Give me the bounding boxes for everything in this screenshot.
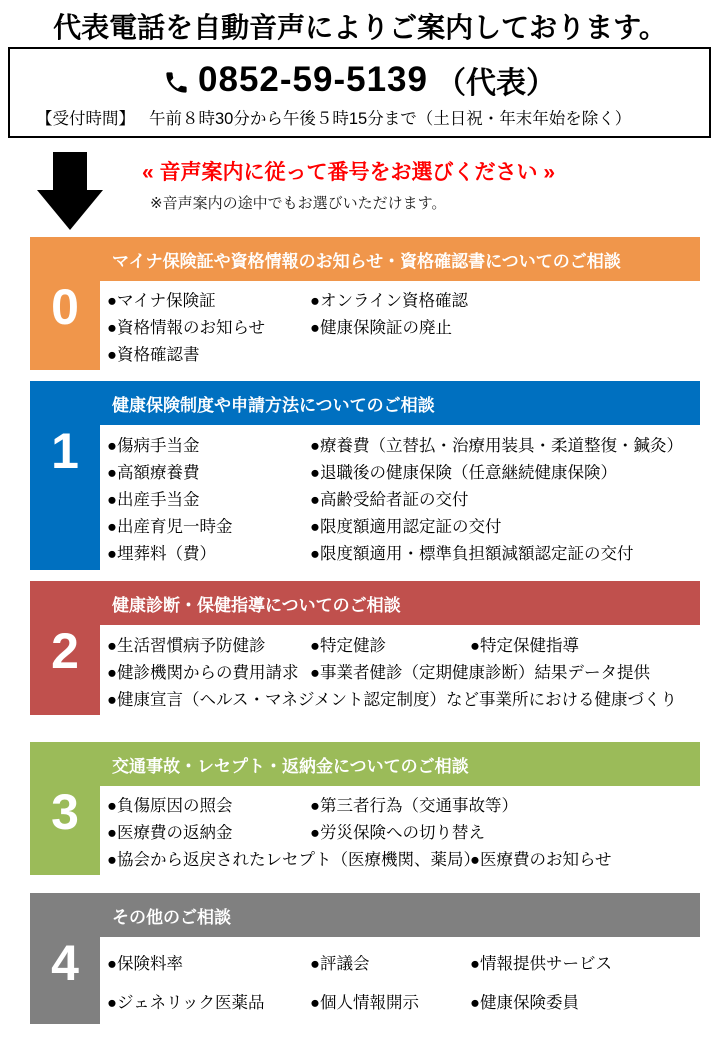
section-2-content [107,625,698,711]
down-arrow-head [37,190,103,230]
menu-item: ●療養費（立替払・治療用装具・柔道整復・鍼灸） [310,436,683,455]
menu-item-row [107,457,698,484]
section-1-number: 1 [51,423,79,479]
menu-item: ●医療費の返納金 [107,824,233,842]
section-3-number: 3 [51,784,79,840]
menu-item: ●労災保険への切り替え [310,824,485,842]
menu-item: ●退職後の健康保険（任意継続健康保険） [310,463,617,482]
menu-item: ●医療費のお知らせ [470,850,612,869]
section-3-number-block [30,742,100,875]
menu-item: ●限度額適用認定証の交付 [310,518,502,537]
phone-number: 0852-59-5139 [198,60,428,99]
menu-item: ●保険料率 [107,954,183,973]
menu-section-0 [30,237,700,370]
section-1-header-text: 健康保険制度や申請方法についてのご相談 [112,395,435,415]
menu-item: ●資格情報のお知らせ [107,319,265,337]
section-3-content [107,786,698,871]
menu-item: ●事業者健診（定期健康診断）結果データ提供 [310,663,650,682]
menu-item: ●限度額適用・標準負担額減額認定証の交付 [310,545,634,564]
menu-item: ●健康保険委員 [470,993,579,1012]
menu-item-row [107,313,698,340]
section-0-content [107,281,698,366]
section-4-header-bar [30,893,700,937]
reception-hours-line [10,105,709,129]
menu-item: ●第三者行為（交通事故等） [310,797,518,816]
section-4-number-block [30,893,100,1024]
phone-number-suffix: （代表） [435,67,556,100]
voice-guide-headline: « 音声案内に従って番号をお選びください » [142,161,556,184]
menu-item: ●傷病手当金 [107,436,200,455]
phone-number-line [10,58,709,102]
reception-hours-label: 【受付時間】 [36,110,135,128]
phone-info-box [8,47,711,138]
section-3-header-bar [30,742,700,786]
phone-receiver-icon [163,69,190,96]
menu-section-3 [30,742,700,875]
section-0-number-block [30,237,100,370]
menu-item: ●協会から返戻されたレセプト（医療機関、薬局） [107,850,480,869]
menu-item: ●負傷原因の照会 [107,797,233,816]
section-0-number: 0 [51,279,79,335]
section-2-number: 2 [51,623,79,679]
section-4-content [107,937,698,1020]
menu-item-row [107,844,698,871]
section-2-number-block [30,581,100,715]
menu-item: ●ジェネリック医薬品 [107,993,265,1012]
menu-item-row [107,942,698,981]
menu-item-row [107,630,698,657]
menu-item: ●健康宣言（ヘルス・マネジメント認定制度）など事業所における健康づくり [107,690,677,709]
page-title: 代表電話を自動音声によりご案内しております。 [53,12,667,43]
menu-item: ●高額療養費 [107,463,200,482]
menu-item: ●特定健診 [310,636,386,655]
menu-item-row [107,684,698,711]
section-2-header-bar [30,581,700,625]
menu-item: ●個人情報開示 [310,993,419,1012]
section-0-header-bar [30,237,700,281]
menu-item-row [107,791,698,818]
menu-item-row [107,430,698,457]
menu-item: ●資格確認書 [107,345,200,364]
menu-item-row [107,484,698,511]
menu-item-row [107,657,698,684]
menu-item: ●埋葬料（費） [107,545,216,564]
voice-guide-note: ※音声案内の途中でもお選びいただけます。 [150,195,447,212]
menu-section-1 [30,381,700,570]
menu-item: ●健診機関からの費用請求 [107,663,299,682]
menu-item: ●出産手当金 [107,491,200,509]
section-1-header-bar [30,381,700,425]
section-3-header-text: 交通事故・レセプト・返納金についてのご相談 [112,756,469,776]
menu-section-4 [30,893,700,1024]
section-2-header-text: 健康診断・保健指導についてのご相談 [112,595,401,615]
menu-item-row [107,512,698,539]
menu-item-row [107,981,698,1020]
menu-item: ●生活習慣病予防健診 [107,636,266,655]
menu-item: ●出産育児一時金 [107,518,233,537]
menu-item: ●情報提供サービス [470,954,612,973]
menu-item-row [107,286,698,313]
section-4-number: 4 [51,935,79,991]
menu-item: ●高齢受給者証の交付 [310,491,469,509]
reception-hours-text: 午前８時30分から午後５時15分まで（土日祝・年末年始を除く） [149,110,632,128]
menu-item: ●オンライン資格確認 [310,292,468,311]
menu-item: ●健康保険証の廃止 [310,319,452,337]
section-4-header-text: その他のご相談 [112,907,231,927]
menu-section-2 [30,581,700,715]
menu-item-row [107,818,698,845]
down-arrow-icon [37,152,103,230]
menu-item: ●特定保健指導 [470,636,579,655]
down-arrow-stem [53,152,87,190]
menu-item-row [107,339,698,366]
menu-item-row [107,539,698,566]
menu-item: ●評議会 [310,954,370,973]
section-1-content [107,425,698,566]
section-1-number-block [30,381,100,570]
menu-item: ●マイナ保険証 [107,292,216,311]
section-0-header-text: マイナ保険証や資格情報のお知らせ・資格確認書についてのご相談 [112,251,621,271]
